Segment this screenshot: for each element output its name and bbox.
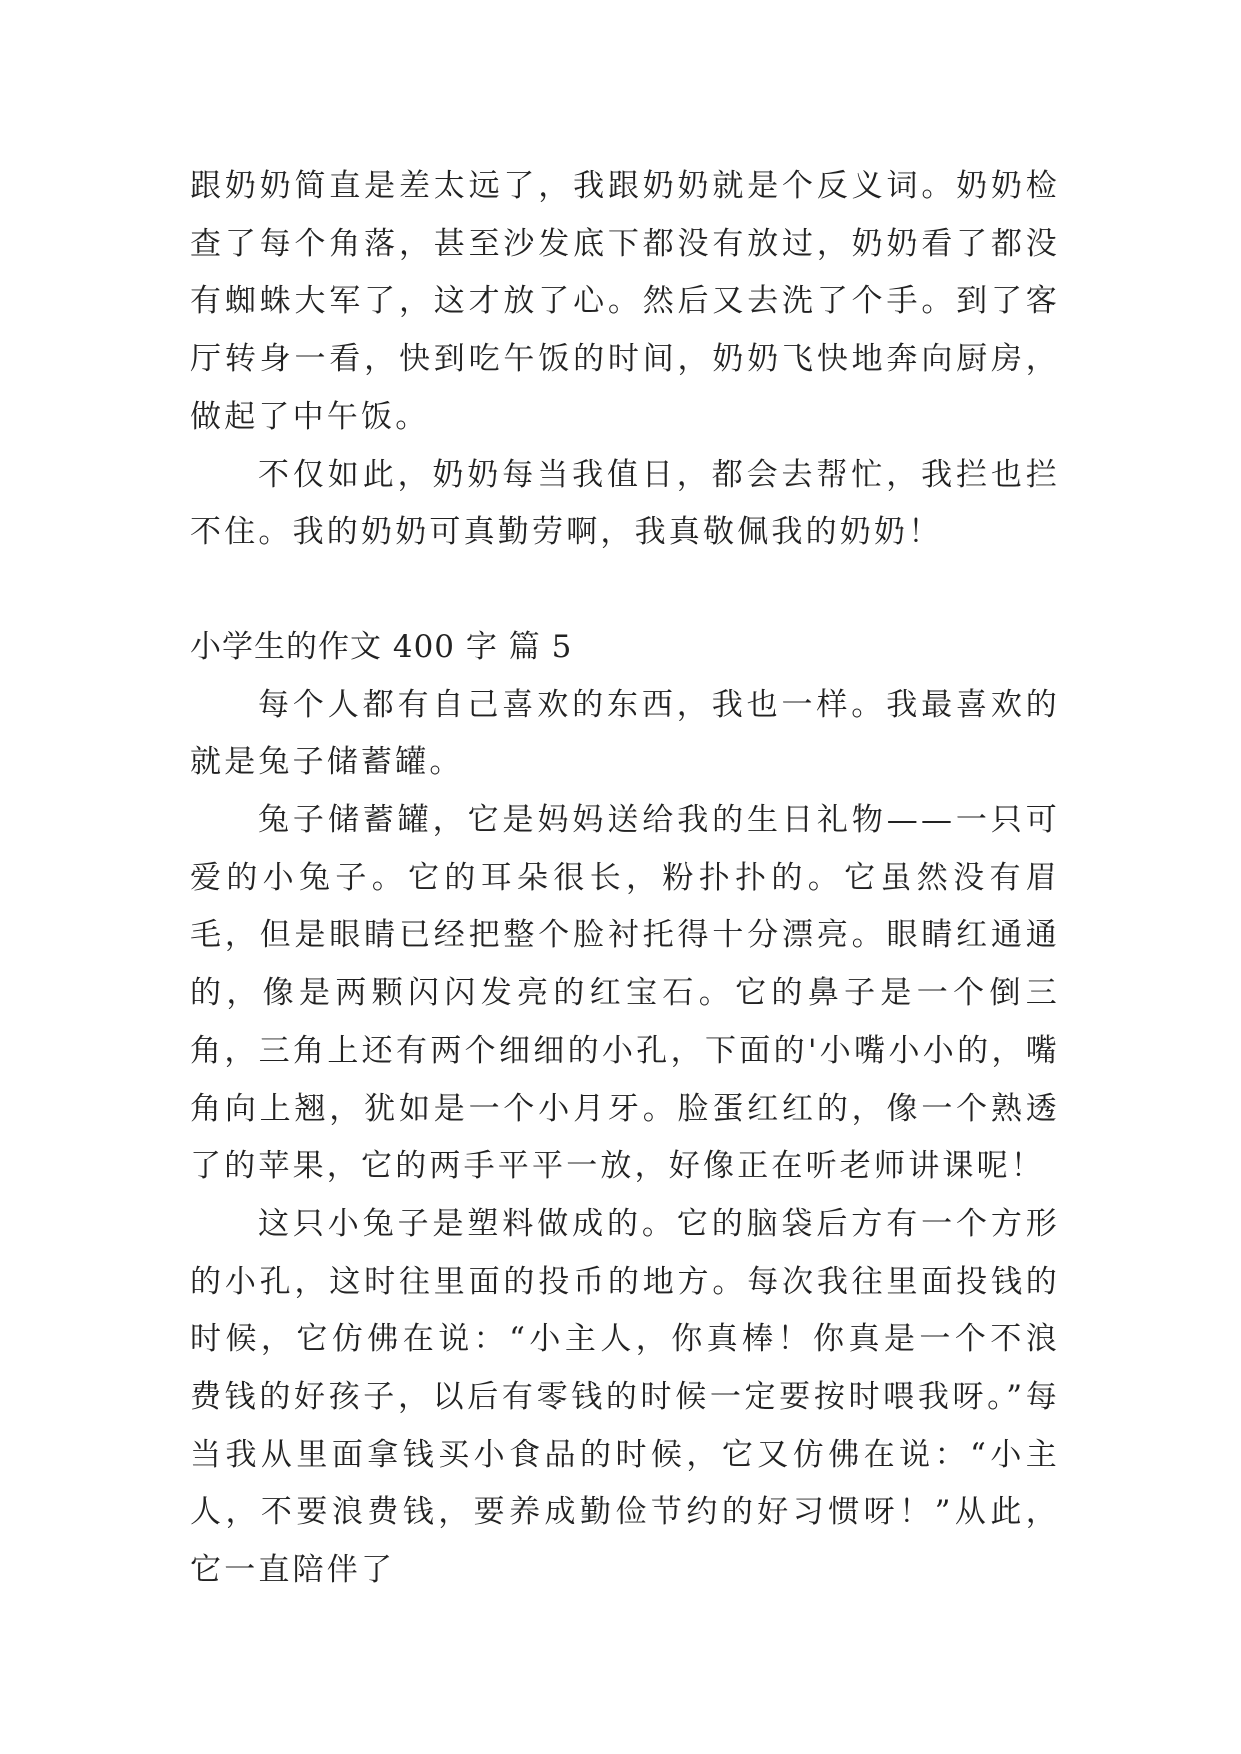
paragraph-rabbit-description: 兔子储蓄罐，它是妈妈送给我的生日礼物——一只可爱的小兔子。它的耳朵很长，粉扑扑的。它虽然没有眉毛，但是眼睛已经把整个脸衬托得十分漂亮。眼睛红通通的，像是两颗闪闪发亮的红宝石。它的鼻子是一个倒三角，三角上还有两个细细的小孔，下面的'小嘴小小的，嘴角向上翘，犹如是一个小月牙。脸蛋红红的，像一个熟透了的苹果，它的两手平平一放，好像正在听老师讲课呢！ (190, 802, 1060, 1185)
paragraph-continued: 跟奶奶简直是差太远了，我跟奶奶就是个反义词。奶奶检查了每个角落，甚至沙发底下都没有放过，奶奶看了都没有蜘蛛大军了，这才放了心。然后又去洗了个手。到了客厅转身一看，快到吃午饭的时间，奶奶飞快地奔向厨房，做起了中午饭。 (190, 168, 1060, 435)
paragraph-favorite-thing: 每个人都有自己喜欢的东西，我也一样。我最喜欢的就是兔子储蓄罐。 (190, 686, 1060, 781)
paragraph-grandma-diligent: 不仅如此，奶奶每当我值日，都会去帮忙，我拦也拦不住。我的奶奶可真勤劳啊，我真敬佩我的奶奶！ (190, 456, 1060, 551)
section-spacer (190, 562, 1060, 619)
document-body (190, 158, 1060, 1600)
paragraph-rabbit-material: 这只小兔子是塑料做成的。它的脑袋后方有一个方形的小孔，这时往里面的投币的地方。每次我往里面投钱的时候，它仿佛在说：“小主人，你真棒！你真是一个不浪费钱的好孩子，以后有零钱的时候一定要按时喂我呀。”每当我从里面拿钱买小食品的时候，它又仿佛在说：“小主人，不要浪费钱，要养成勤俭节约的好习惯呀！”从此，它一直陪伴了 (190, 1205, 1060, 1589)
section-heading: 小学生的作文 400 字 篇 5 (190, 628, 573, 665)
